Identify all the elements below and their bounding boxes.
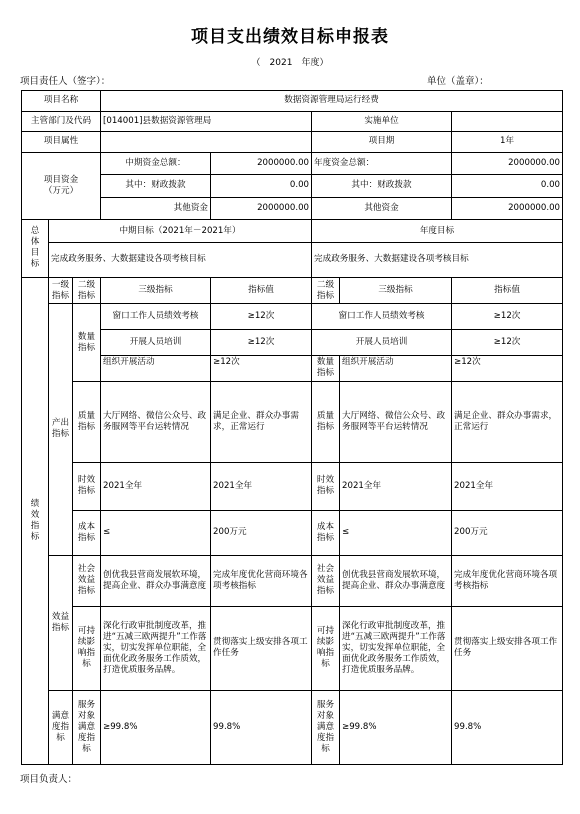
year-other-label: 其他资金 (312, 197, 452, 220)
project-attribute-label: 项目属性 (22, 132, 101, 153)
social-value-year: 完成年度优化营商环境各项考核指标 (452, 555, 563, 606)
page-title: 项目支出绩效目标申报表 (191, 27, 389, 47)
year-total-label: 年度资金总额： (312, 152, 452, 175)
level3-header-year: 三级指标 (340, 277, 452, 304)
project-name-label: 项目名称 (22, 91, 101, 112)
service-label-year: 服务 对象 满意 度指 标 (312, 691, 340, 765)
q1-name-year: 窗口工作人员绩效考核 (312, 304, 452, 330)
mid-goal-header: 中期目标（2021年－2021年） (49, 220, 312, 243)
row-cost (22, 510, 563, 555)
output-indicator-label: 产出 指标 (49, 304, 73, 555)
row-overall-text (22, 242, 563, 277)
satisfaction-indicator-label: 满意 度指 标 (49, 691, 73, 765)
sustain-label-mid: 可持 续影 响指 标 (73, 606, 101, 690)
row-time (22, 463, 563, 510)
sustain-label-year: 可持 续影 响指 标 (312, 606, 340, 690)
row-perf-header (22, 277, 563, 304)
q1-name-mid: 窗口工作人员绩效考核 (101, 304, 211, 330)
project-name-value: 数据资源管理局运行经费 (101, 91, 563, 112)
mid-fiscal-label: 其中：财政拨款 (101, 175, 211, 198)
service-value-mid: 99.8% (211, 691, 312, 765)
q2-value-year: ≥12次 (452, 329, 563, 355)
quantity-label-mid: 数量 指标 (73, 304, 101, 382)
level3-header-mid: 三级指标 (101, 277, 211, 304)
time-value-mid: 2021全年 (211, 463, 312, 510)
service-name-mid: ≥99.8% (101, 691, 211, 765)
quality-label-year: 质量 指标 (312, 382, 340, 463)
service-value-year: 99.8% (452, 691, 563, 765)
mid-other-label: 其他资金 (101, 197, 211, 220)
row-funds-fiscal (22, 175, 563, 198)
sustain-value-mid: 贯彻落实上级安排各项工作任务 (211, 606, 312, 690)
level1-header: 一级 指标 (49, 277, 73, 304)
level2-header-mid: 二级 指标 (73, 277, 101, 304)
cost-name-year: ≤ (340, 510, 452, 555)
row-quantity-3 (22, 355, 563, 382)
sustain-name-year: 深化行政审批制度改革，推进“五减三欧两提升”工作落实，切实发挥单位职能，全面优化政务服务工作质效，打造优质服务品牌。 (340, 606, 452, 690)
quality-name-mid: 大厅网络、微信公众号、政务服网等平台运转情况 (101, 382, 211, 463)
row-funds-other (22, 197, 563, 220)
social-name-year: 创优我县营商发展软环境，提高企业、群众办事满意度 (340, 555, 452, 606)
mid-total-label: 中期资金总额： (101, 152, 211, 175)
service-label-mid: 服务 对象 满意 度指 标 (73, 691, 101, 765)
q2-value-mid: ≥12次 (211, 329, 312, 355)
year-goal-text: 完成政务服务、大数据建设各项考核目标 (312, 242, 563, 277)
time-name-year: 2021全年 (340, 463, 452, 510)
implementing-unit-value (452, 111, 563, 132)
mid-goal-text: 完成政务服务、大数据建设各项考核目标 (49, 242, 312, 277)
row-quality (22, 382, 563, 463)
mid-other-value: 2000000.00 (211, 197, 312, 220)
funds-label: 项目资金 （万元） (22, 152, 101, 220)
q1-value-mid: ≥12次 (211, 304, 312, 330)
time-name-mid: 2021全年 (101, 463, 211, 510)
department-value: [014001]县数据资源管理局 (101, 111, 312, 132)
row-quantity-2 (22, 329, 563, 355)
row-project-name (22, 91, 563, 112)
responsible-signature-label: 项目责任人（签字）： (20, 76, 111, 87)
mid-total-value: 2000000.00 (211, 152, 312, 175)
quality-name-year: 大厅网络、微信公众号、政务服网等平台运转情况 (340, 382, 452, 463)
time-label-mid: 时效 指标 (73, 463, 101, 510)
benefit-indicator-label: 效益 指标 (49, 555, 73, 690)
row-sustainable (22, 606, 563, 690)
row-funds-total (22, 152, 563, 175)
mid-fiscal-value: 0.00 (211, 175, 312, 198)
row-department (22, 111, 563, 132)
row-social-benefit (22, 555, 563, 606)
unit-seal-label: 单位（盖章）： (427, 76, 489, 87)
social-value-mid: 完成年度优化营商环境各项考核指标 (211, 555, 312, 606)
performance-indicator-label: 绩 效 指 标 (22, 277, 49, 764)
sustain-name-mid: 深化行政审批制度改革，推进“五减三欧两提升”工作落实，切实发挥单位职能，全面优化政务服务工作质效，打造优质服务品牌。 (101, 606, 211, 690)
social-label-year: 社会 效益 指标 (312, 555, 340, 606)
quality-value-year: 满足企业、群众办事需求，正常运行 (452, 382, 563, 463)
year-goal-header: 年度目标 (312, 220, 563, 243)
q1-value-year: ≥12次 (452, 304, 563, 330)
q3-value-year: ≥12次 (452, 355, 563, 382)
department-label: 主管部门及代码 (22, 111, 101, 132)
level2-header-year: 二级 指标 (312, 277, 340, 304)
q3-name-year: 组织开展活动 (340, 355, 452, 382)
q2-name-mid: 开展人员培训 (101, 329, 211, 355)
cost-label-mid: 成本 指标 (73, 510, 101, 555)
project-period-label: 项目期 (312, 132, 452, 153)
implementing-unit-label: 实施单位 (312, 111, 452, 132)
year-fiscal-value: 0.00 (452, 175, 563, 198)
year-fiscal-label: 其中：财政拨款 (312, 175, 452, 198)
row-satisfaction (22, 691, 563, 765)
social-label-mid: 社会 效益 指标 (73, 555, 101, 606)
year-line: （ 2021 年度） (251, 58, 329, 68)
year-total-value: 2000000.00 (452, 152, 563, 175)
project-leader-label: 项目负责人： (20, 774, 78, 785)
cost-value-year: 200万元 (452, 510, 563, 555)
performance-form-table (21, 90, 563, 765)
project-attribute-value (101, 132, 312, 153)
social-name-mid: 创优我县营商发展软环境，提高企业、群众办事满意度 (101, 555, 211, 606)
row-attribute (22, 132, 563, 153)
row-overall-header (22, 220, 563, 243)
row-quantity-1 (22, 304, 563, 330)
sustain-value-year: 贯彻落实上级安排各项工作任务 (452, 606, 563, 690)
cost-name-mid: ≤ (101, 510, 211, 555)
quality-label-mid: 质量 指标 (73, 382, 101, 463)
overall-goal-label: 总 体 目 标 (22, 220, 49, 277)
value-header-year: 指标值 (452, 277, 563, 304)
q2-name-year: 开展人员培训 (312, 329, 452, 355)
service-name-year: ≥99.8% (340, 691, 452, 765)
q3-name-mid: 组织开展活动 (101, 355, 211, 382)
cost-label-year: 成本 指标 (312, 510, 340, 555)
q3-value-mid: ≥12次 (211, 355, 312, 382)
quantity-label-year: 数量 指标 (312, 355, 340, 382)
cost-value-mid: 200万元 (211, 510, 312, 555)
value-header-mid: 指标值 (211, 277, 312, 304)
time-value-year: 2021全年 (452, 463, 563, 510)
project-period-value: 1年 (452, 132, 563, 153)
quality-value-mid: 满足企业、群众办事需求，正常运行 (211, 382, 312, 463)
time-label-year: 时效 指标 (312, 463, 340, 510)
year-other-value: 2000000.00 (452, 197, 563, 220)
